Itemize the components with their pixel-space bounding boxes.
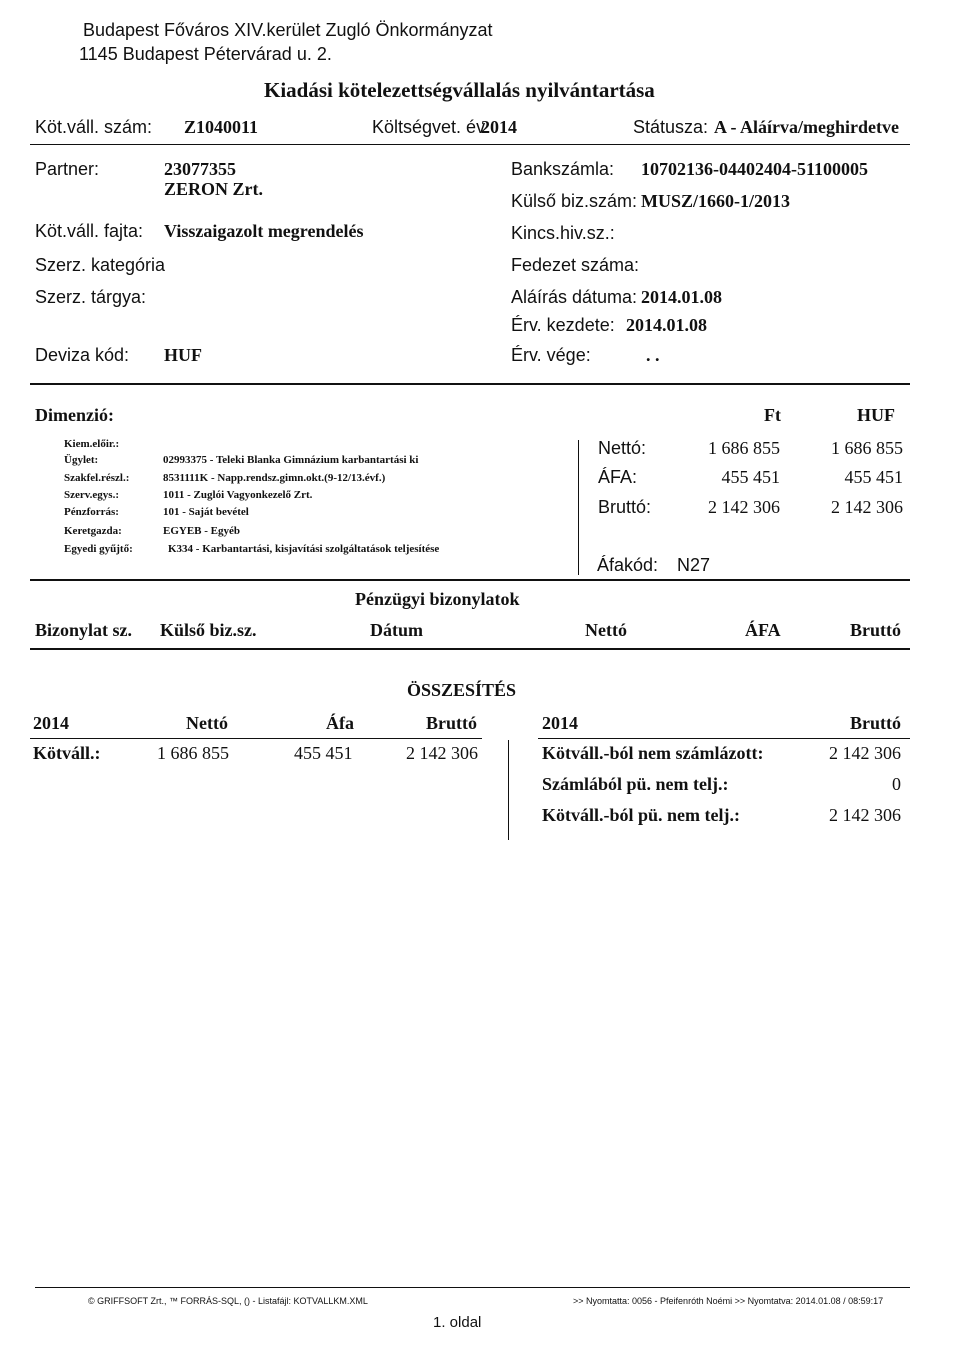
bankszamla-value: 10702136-04402404-51100005 (641, 159, 868, 179)
dimenzio-row-label: Szerv.egys.: (64, 489, 119, 501)
koltsegvet-label: Költségvet. év: (372, 117, 491, 137)
divider (30, 738, 482, 739)
page-number: 1. oldal (433, 1314, 482, 1331)
left-row-label: Kötváll.: (33, 743, 101, 763)
footer-right: >> Nyomtatta: 0056 - Pfeifenróth Noémi >> Nyomtatva: 2014.01.08 / 08:59:17 (573, 1296, 884, 1306)
statusz-value: A - Aláírva/meghirdetve (714, 117, 899, 137)
dimenzio-row-label: Keretgazda: (64, 525, 122, 537)
divider (30, 648, 910, 650)
left-netto: 1 686 855 (157, 743, 229, 763)
amount-ft: 455 451 (721, 467, 780, 487)
amount-ft: 2 142 306 (708, 497, 780, 517)
dimenzio-row-label: Egyedi gyűjtő: (64, 543, 133, 555)
amount-label: Nettó: (598, 438, 647, 458)
col-afa: ÁFA (745, 620, 781, 640)
fajta-value: Visszaigazolt megrendelés (164, 221, 364, 241)
amount-huf: 455 451 (844, 467, 903, 487)
left-afa: 455 451 (294, 743, 353, 763)
penzugyi-title: Pénzügyi bizonylatok (355, 589, 520, 609)
amount-label: Bruttó: (598, 497, 652, 517)
alairas-value: 2014.01.08 (641, 287, 722, 307)
fajta-label: Köt.váll. fajta: (35, 221, 144, 241)
dimenzio-row-label: Pénzforrás: (64, 506, 119, 518)
col-brutto: Bruttó (850, 620, 901, 640)
divider (30, 579, 910, 581)
amount-huf: 2 142 306 (831, 497, 903, 517)
dimenzio-row-label: Szakfel.részl.: (64, 472, 130, 484)
summary-row-value: 2 142 306 (829, 743, 901, 763)
org-name: Budapest Főváros XIV.kerület Zugló Önkormányzat (83, 20, 493, 40)
dimenzio-row-value: 8531111K - Napp.rendsz.gimn.okt.(9-12/13.évf.) (163, 472, 386, 484)
dimenzio-row-value: 101 - Saját bevétel (163, 506, 249, 518)
col-netto: Nettó (585, 620, 627, 640)
kotvall-label: Köt.váll. szám: (35, 117, 153, 137)
amount-ft: 1 686 855 (708, 438, 780, 458)
amount-huf: 1 686 855 (831, 438, 903, 458)
footer-divider (35, 1287, 910, 1288)
dimenzio-row-value: 1011 - Zuglói Vagyonkezelő Zrt. (163, 489, 313, 501)
statusz-label: Státusza: (633, 117, 709, 137)
dimenzio-row-label: Kiem.előir.: (64, 438, 120, 450)
col-datum: Dátum (370, 620, 423, 640)
partner-label: Partner: (35, 159, 100, 179)
summary-row-value: 2 142 306 (829, 805, 901, 825)
dimenzio-row-label: Ügylet: (64, 454, 99, 466)
erv-vege-value: . . (646, 345, 660, 365)
footer-left: © GRIFFSOFT Zrt., ™ FORRÁS-SQL, () - Listafájl: KOTVALLKM.XML (88, 1296, 368, 1306)
partner-code: 23077355 (164, 159, 236, 179)
right-col-brutto: Bruttó (850, 713, 901, 733)
col-ft-header: Ft (764, 405, 781, 425)
erv-vege-label: Érv. vége: (511, 345, 591, 365)
fedezet-label: Fedezet száma: (511, 255, 640, 275)
amount-label: ÁFA: (598, 467, 638, 487)
left-col-netto: Nettó (186, 713, 228, 733)
left-col-brutto: Bruttó (426, 713, 477, 733)
right-year: 2014 (542, 713, 578, 733)
deviza-value: HUF (164, 345, 202, 365)
left-brutto: 2 142 306 (406, 743, 478, 763)
left-year: 2014 (33, 713, 69, 733)
col-kulso-biz: Külső biz.sz. (160, 620, 257, 640)
partner-name: ZERON Zrt. (164, 179, 263, 199)
kincs-label: Kincs.hiv.sz.: (511, 223, 615, 243)
dimenzio-row-value: K334 - Karbantartási, kisjavítási szolgáltatások teljesítése (168, 543, 440, 555)
divider (578, 440, 579, 575)
col-huf-header: HUF (857, 405, 895, 425)
divider (30, 383, 910, 385)
col-bizonylat: Bizonylat sz. (35, 620, 132, 640)
divider (30, 144, 910, 145)
kotvall-value: Z1040011 (184, 117, 259, 137)
alairas-label: Aláírás dátuma: (511, 287, 638, 307)
kulso-value: MUSZ/1660-1/2013 (641, 191, 791, 211)
divider (508, 740, 509, 840)
left-col-afa: Áfa (326, 713, 354, 733)
summary-row-label: Kötváll.-ból nem számlázott: (542, 743, 764, 763)
afakod-label: Áfakód: (597, 555, 659, 575)
dimenzio-title: Dimenzió: (35, 405, 114, 425)
erv-kezdete-value: 2014.01.08 (626, 315, 707, 335)
osszesites-title: ÖSSZESÍTÉS (407, 680, 517, 700)
org-address: 1145 Budapest Pétervárad u. 2. (79, 44, 332, 64)
kategoria-label: Szerz. kategória (35, 255, 166, 275)
summary-row-label: Számlából pü. nem telj.: (542, 774, 729, 794)
erv-kezdete-label: Érv. kezdete: (511, 315, 615, 335)
dimenzio-row-value: EGYEB - Egyéb (163, 525, 241, 537)
dimenzio-row-value: 02993375 - Teleki Blanka Gimnázium karbantartási ki (163, 454, 419, 466)
deviza-label: Deviza kód: (35, 345, 130, 365)
divider (538, 738, 910, 739)
summary-row-label: Kötváll.-ból pü. nem telj.: (542, 805, 740, 825)
afakod-value: N27 (677, 555, 711, 575)
summary-row-value: 0 (892, 774, 901, 794)
bankszamla-label: Bankszámla: (511, 159, 615, 179)
page-title: Kiadási kötelezettségvállalás nyilvántartása (264, 78, 655, 102)
targya-label: Szerz. tárgya: (35, 287, 147, 307)
kulso-label: Külső biz.szám: (511, 191, 638, 211)
koltsegvet-value: 2014 (481, 117, 517, 137)
